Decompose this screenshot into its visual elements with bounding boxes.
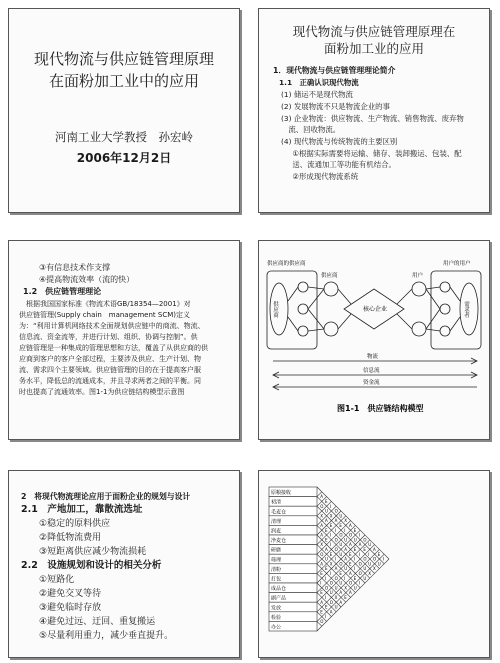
matrix-row-label: 检验: [271, 614, 282, 621]
label-flow-capital: 资金流: [363, 380, 380, 386]
slide-1: [8, 8, 240, 213]
matrix-cell: O: [373, 556, 377, 562]
slide3-para: 时也提高了流通效率。图1-1为供应链结构模型示意图: [19, 388, 185, 396]
label-flow-info: 信息流: [363, 368, 380, 374]
matrix-cell: I: [334, 527, 336, 533]
matrix-cell: U: [353, 537, 357, 543]
label-flow-logistics: 物流: [367, 354, 379, 360]
matrix-cell: E: [349, 551, 352, 557]
diagram-caption: 图1-1 供应链结构模型: [337, 404, 424, 413]
matrix-cell: I: [329, 503, 331, 509]
label-user-box: 需求者: [463, 301, 469, 318]
matrix-cell: O: [329, 599, 333, 605]
slide-6: [258, 470, 490, 658]
matrix-cell: E: [349, 561, 352, 567]
slide5-sub2: 2.2 设施规划和设计的相关分析: [21, 560, 162, 571]
matrix-cell: X: [320, 513, 323, 519]
matrix-cell: I: [329, 542, 331, 548]
matrix-cell: O: [334, 508, 338, 514]
slide1-date: 2006年12月2日: [76, 151, 172, 165]
matrix-row-label: 筛理: [271, 557, 282, 564]
supplier-node: [324, 282, 338, 296]
slide5-item: ④避免过远、迂回、重复搬运: [39, 617, 156, 627]
matrix-cell: O: [363, 537, 367, 543]
matrix-row-label: 清粉: [271, 566, 282, 573]
matrix-cell: X: [368, 571, 371, 576]
matrix-row-label: 研磨: [271, 547, 282, 554]
matrix-cell: U: [334, 604, 338, 610]
matrix-cell: I: [368, 551, 370, 557]
matrix-cell: E: [339, 523, 342, 528]
node: [298, 304, 308, 314]
matrix-cell: E: [353, 575, 357, 581]
slide3-para: 信息流、资金流等，并进行计划、组织、协调与控制”。供: [19, 333, 198, 341]
matrix-cell: U: [353, 585, 357, 591]
matrix-cell: U: [344, 537, 348, 543]
matrix-cell: O: [349, 580, 353, 586]
slide3-para: 流、需求四个主要领域。供应链管理的目的在于提高客户服: [19, 366, 201, 374]
matrix-cell: O: [320, 503, 324, 509]
slide3-para: 务水平，降低总的流通成本，并且寻求两者之间的平衡。同: [19, 377, 201, 385]
matrix-cell: E: [325, 537, 328, 543]
slide5-item: ①稳定的原料供应: [39, 519, 111, 529]
matrix-cell: A: [325, 547, 328, 552]
node: [298, 282, 308, 292]
matrix-cell: I: [344, 527, 346, 533]
matrix-cell: O: [334, 537, 338, 543]
matrix-cell: O: [334, 575, 338, 581]
matrix-cell: E: [320, 571, 323, 576]
matrix-cell: A: [344, 547, 347, 552]
matrix-cell: O: [339, 532, 343, 538]
slide5-sub1: 2.1 产地加工，靠散流选址: [21, 504, 143, 515]
matrix-cell: I: [344, 575, 346, 581]
matrix-cell: A: [325, 518, 328, 524]
matrix-cell: X: [329, 561, 333, 567]
slide3-para: 为：“利用计算机网络技术全面规划供应链中的商流、物流、: [19, 322, 205, 330]
matrix-row-label: 副产品: [271, 595, 287, 602]
matrix-cell: O: [325, 585, 329, 591]
slide3-para: 根据我国国家标准《物流术语GB/18354—2001》对: [19, 300, 191, 308]
matrix-cell: A: [344, 556, 347, 562]
slide3-para: 应商到客户的客户全部过程，主要涉及供应、生产计划、物: [19, 355, 201, 363]
matrix-row-label: 净麦仓: [271, 538, 287, 545]
matrix-row-label: 成品仓: [271, 586, 287, 593]
label-supplier-box: 供应商: [272, 301, 278, 318]
matrix-cell: E: [325, 499, 328, 504]
slide5-heading: 2 将现代物流理论应用于面粉企业的规划与设计: [21, 492, 191, 501]
matrix-row-label: 打包: [271, 576, 282, 583]
relationship-matrix: [259, 471, 489, 657]
matrix-cell: U: [339, 542, 343, 548]
matrix-cell: X: [344, 585, 347, 591]
matrix-cell: U: [339, 513, 343, 519]
matrix-cell: U: [368, 561, 372, 567]
matrix-cell: X: [334, 595, 338, 600]
slide2-item: 送、流通加工等功能有机结合。: [285, 160, 396, 169]
matrix-cell: A: [320, 523, 323, 528]
slide2-item: (2) 发展物流不只是物流企业的事: [281, 102, 390, 111]
matrix-cell: A: [334, 518, 338, 524]
matrix-cell: E: [329, 523, 333, 528]
matrix-cell: E: [325, 566, 328, 572]
matrix-cell: E: [344, 595, 347, 600]
matrix-cell: I: [325, 575, 327, 581]
matrix-cell: I: [358, 532, 360, 538]
matrix-row-label: 润麦: [271, 528, 282, 535]
matrix-cell: A: [339, 590, 343, 596]
matrix-cell: A: [320, 599, 323, 605]
matrix-cell: I: [353, 566, 355, 572]
matrix-cell: I: [320, 580, 322, 586]
matrix-cell: A: [349, 590, 352, 596]
slide2-item: (3) 企业物流：供应物流、生产物流、销售物流、废弃物: [281, 114, 464, 123]
matrix-cell: A: [320, 532, 323, 538]
matrix-cell: E: [353, 547, 357, 552]
matrix-cell: U: [325, 508, 328, 514]
matrix-cell: I: [334, 556, 336, 562]
label-supplier: 供应商: [321, 273, 338, 279]
matrix-cell: X: [320, 542, 323, 548]
slide5-item: ①短路化: [39, 575, 75, 585]
matrix-cell: O: [339, 561, 343, 567]
matrix-cell: E: [353, 527, 357, 533]
supplier-node: [324, 322, 338, 336]
node: [298, 326, 308, 336]
matrix-cell: O: [358, 571, 362, 576]
matrix-cell: A: [358, 542, 362, 548]
slide2-title-line2: 面粉加工业的应用: [323, 41, 424, 56]
user-group-box: [431, 271, 481, 349]
user-node: [412, 322, 426, 336]
slide2-heading: 1．现代物流与供应链管理理论简介: [273, 66, 396, 75]
matrix-cell: A: [339, 599, 343, 605]
matrix-cell: E: [325, 604, 328, 610]
matrix-cell: E: [320, 590, 323, 596]
matrix-row-label: 清理: [271, 518, 282, 525]
matrix-cell: U: [363, 575, 367, 581]
matrix-cell: A: [349, 542, 352, 548]
matrix-cell: E: [363, 547, 366, 552]
matrix-cell: X: [329, 513, 333, 519]
matrix-cell: I: [382, 556, 384, 562]
matrix-cell: E: [329, 551, 333, 557]
slide-3: [8, 240, 240, 440]
matrix-cell: U: [363, 566, 367, 572]
slide2-item: ①根据实际需要将运输、储存、装卸搬运、包装、配: [285, 149, 462, 158]
matrix-cell: U: [334, 585, 338, 591]
slide2-item: ②形成现代物流系统: [285, 172, 359, 181]
matrix-cell: A: [334, 566, 338, 572]
slide5-item: ③短距离供应减少物流损耗: [39, 547, 147, 557]
matrix-cell: U: [368, 542, 372, 548]
matrix-cell: O: [363, 556, 367, 562]
matrix-row-label: 发放: [271, 605, 282, 612]
matrix-cell: U: [329, 590, 333, 596]
slide2-item: 流、回收物流。: [281, 125, 341, 134]
matrix-cell: I: [329, 571, 331, 576]
matrix-cell: E: [339, 571, 342, 576]
matrix-cell: A: [349, 523, 352, 528]
label-user-group: 用户的用户: [443, 261, 471, 267]
matrix-cell: A: [329, 609, 333, 615]
slide-2: [258, 8, 490, 213]
matrix-row-label: 初清: [271, 499, 282, 506]
matrix-cell: O: [358, 561, 362, 567]
slide3-heading: 1.2 供应链管理理论: [23, 287, 102, 296]
slide2-subheading: 1.1 正确认识现代物流: [279, 78, 359, 87]
slide5-item: ③避免临时存放: [39, 603, 102, 613]
label-core: 核心企业: [363, 306, 388, 313]
matrix-cell: E: [320, 609, 323, 615]
slide3-item: ④提高物流效率（流的快）: [39, 275, 135, 284]
matrix-cell: O: [320, 619, 324, 624]
matrix-cell: E: [377, 551, 381, 557]
matrix-cell: U: [344, 566, 348, 572]
slide3-para: 供应链管理(Supply chain management SCM)定义: [19, 311, 190, 319]
matrix-cell: X: [373, 566, 376, 572]
matrix-cell: A: [373, 547, 376, 552]
matrix-cell: A: [320, 561, 323, 567]
node: [440, 304, 450, 314]
slide5-item: ⑤尽量利用重力，减少垂直提升。: [39, 631, 174, 641]
supply-chain-diagram: [259, 241, 489, 439]
matrix-cell: O: [349, 532, 353, 538]
slide1-title-line2: 在面粉加工业中的应用: [48, 72, 199, 90]
slide1-author: 河南工业大学教授 孙宏岭: [55, 130, 193, 144]
label-supplier-group: 供应商的供应商: [267, 261, 306, 267]
matrix-cell: A: [320, 494, 323, 500]
matrix-cell: I: [358, 580, 360, 586]
slide5-item: ②降低物流费用: [39, 533, 102, 543]
matrix-cell: I: [325, 595, 327, 600]
matrix-cell: I: [325, 614, 327, 620]
matrix-cell: X: [344, 518, 347, 524]
slide2-title-line1: 现代物流与供应链管理原理在: [292, 24, 456, 39]
slide2-item: (1) 储运不是现代物流: [281, 90, 353, 99]
slide3-para: 应链管理是一种集成的管理思想和方法，覆盖了从供应商的供: [19, 344, 208, 352]
matrix-cell: O: [320, 551, 324, 557]
node: [440, 326, 450, 336]
label-user: 用户: [412, 273, 424, 279]
slide-5: [8, 470, 240, 658]
matrix-cell: U: [377, 561, 381, 567]
matrix-row-label: 毛麦仓: [271, 509, 287, 516]
matrix-cell: A: [349, 571, 352, 576]
matrix-cell: U: [325, 556, 328, 562]
slide-4: [258, 240, 490, 440]
user-node: [412, 282, 426, 296]
matrix-cell: O: [329, 580, 333, 586]
matrix-row-label: 办公: [271, 624, 282, 631]
matrix-cell: I: [358, 551, 360, 557]
matrix-cell: U: [339, 551, 343, 557]
node: [440, 282, 450, 292]
matrix-row-label: 原粮接收: [271, 490, 292, 497]
matrix-cell: I: [329, 532, 331, 538]
matrix-cell: O: [334, 547, 338, 552]
slide5-item: ②避免交叉等待: [39, 589, 102, 599]
slide3-item: ③有信息技术作支撑: [39, 263, 111, 272]
matrix-cell: E: [325, 527, 328, 533]
matrix-cell: U: [339, 580, 343, 586]
slide1-title-line1: 现代物流与供应链管理原理: [33, 50, 214, 68]
slide2-item: (4) 现代物流与传统物流的主要区别: [281, 137, 398, 146]
matrix-cell: I: [353, 556, 355, 562]
